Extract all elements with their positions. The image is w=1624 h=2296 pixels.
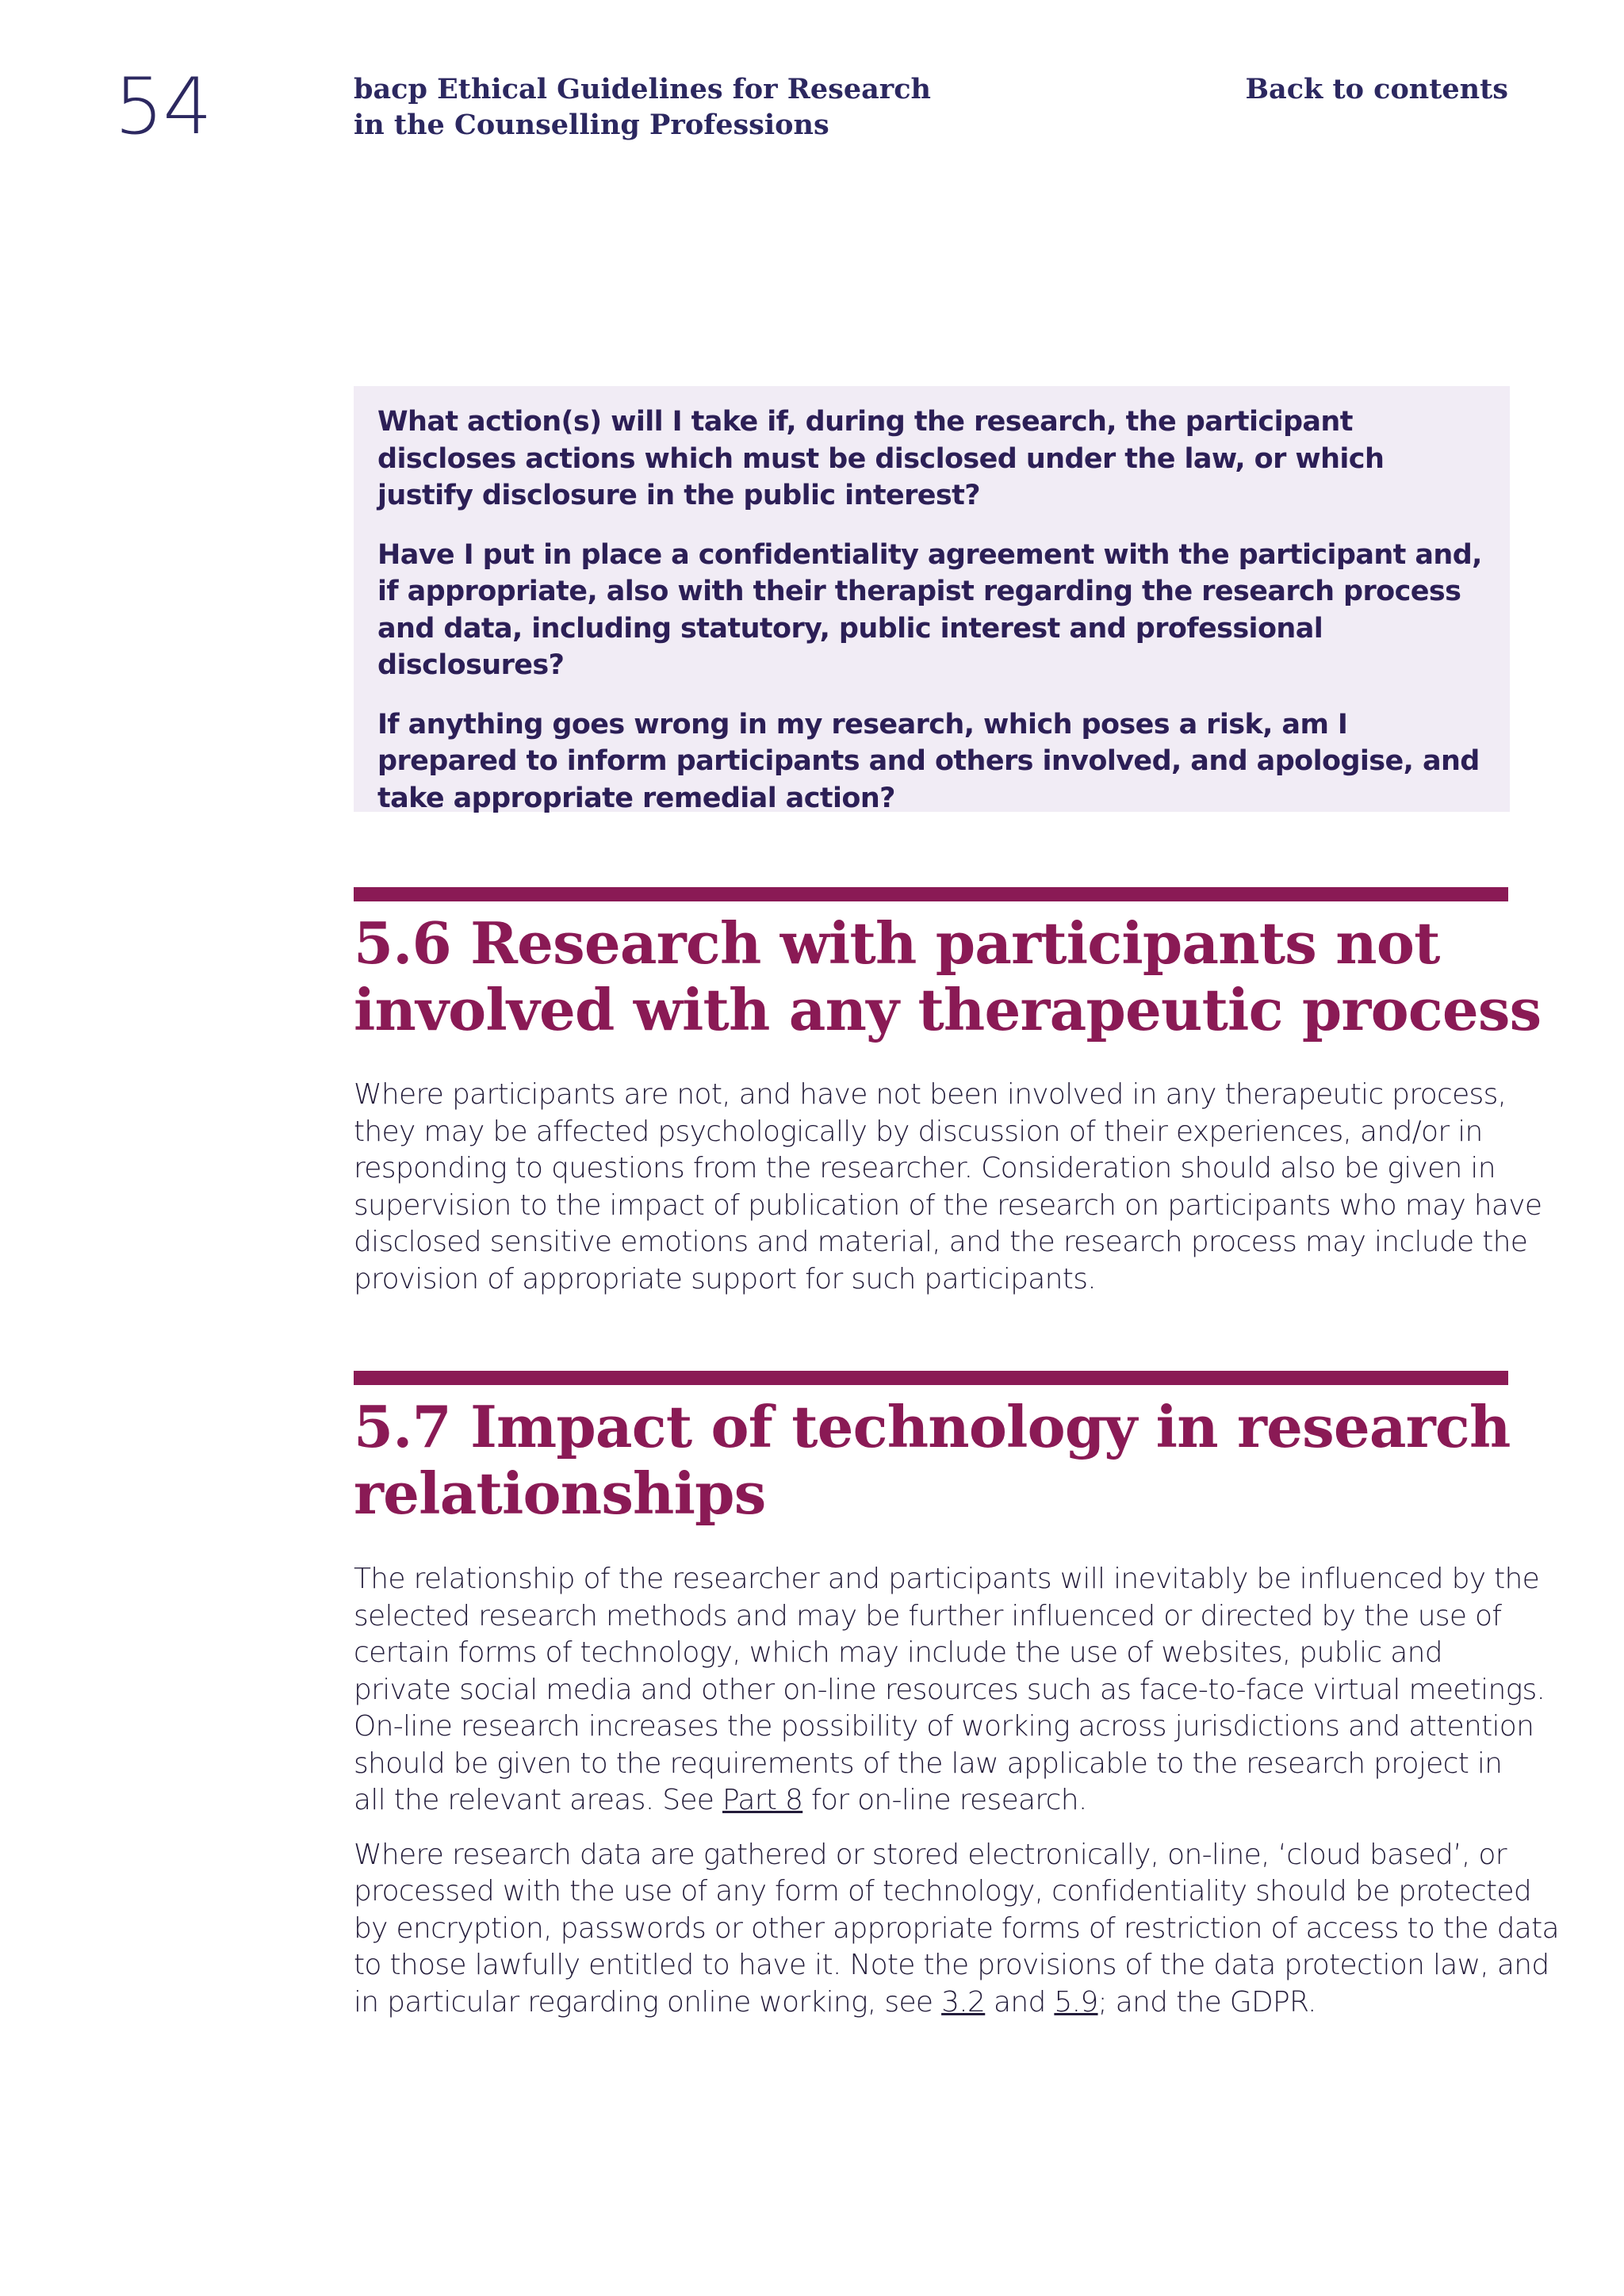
- section-5-7-body: [354, 1561, 1559, 2038]
- text-fragment: ; and the GDPR.: [1097, 1985, 1316, 2019]
- text-line: [354, 1984, 1511, 2022]
- section-5-6-paragraph: [354, 1077, 1542, 1298]
- document-title-line-2: in the Counselling Professions: [354, 109, 829, 141]
- text-line: should be given to the requirements of the law applicable to the research project in: [354, 1747, 1503, 1780]
- question-remedial-action: If anything goes wrong in my research, which poses a risk, am I prepared to inform participants and others involved, and apologise, and take appropriate remedial action?: [377, 708, 1480, 814]
- question-disclosure: What action(s) will I take if, during the research, the participant discloses actions which must be disclosed under the law, or which justify disclosure in the public interest?: [377, 406, 1385, 511]
- question-confidentiality-agreement: Have I put in place a confidentiality agreement with the participant and, if appropriate, also with their therapist regarding the research process and data, including statutory, public interest and professional disclosures?: [377, 538, 1482, 681]
- text-fragment: in particular regarding online working, see: [354, 1985, 942, 2019]
- section-5-9-link[interactable]: 5.9: [1054, 1985, 1098, 2019]
- section-5-6-heading-line-1: 5.6 Research with participants not: [354, 909, 1440, 977]
- text-line: Where research data are gathered or stored electronically, on-line, ‘cloud based’, or: [354, 1838, 1507, 1871]
- text-line: provision of appropriate support for such participants.: [354, 1262, 1096, 1295]
- text-line: processed with the use of any form of technology, confidentiality should be protected: [354, 1875, 1532, 1908]
- text-fragment: all the relevant areas. See: [354, 1784, 722, 1816]
- part-8-link[interactable]: Part 8: [722, 1784, 803, 1816]
- text-line: On-line research increases the possibility of working across jurisdictions and attention: [354, 1710, 1534, 1743]
- section-5-7-rule: [354, 1371, 1508, 1385]
- text-line: responding to questions from the researcher. Consideration should also be given in: [354, 1152, 1496, 1184]
- text-fragment: and: [985, 1985, 1055, 2019]
- text-line: selected research methods and may be further influenced or directed by the use of: [354, 1599, 1502, 1632]
- section-5-7-heading-line-1: 5.7 Impact of technology in research: [354, 1393, 1511, 1460]
- text-fragment: for on-line research.: [802, 1784, 1087, 1816]
- document-title: [354, 71, 931, 143]
- section-5-7-paragraph-2: [354, 1837, 1559, 2022]
- section-3-2-link[interactable]: 3.2: [941, 1985, 986, 2019]
- section-5-7-heading: [354, 1394, 1511, 1527]
- text-line: by encryption, passwords or other appropriate forms of restriction of access to the data: [354, 1911, 1559, 1945]
- text-line: The relationship of the researcher and participants will inevitably be influenced by the: [354, 1563, 1540, 1595]
- text-line: private social media and other on-line resources such as face-to-face virtual meetings.: [354, 1673, 1545, 1706]
- back-to-contents-link[interactable]: Back to contents: [1245, 73, 1508, 105]
- section-5-6-heading-line-2: involved with any therapeutic process: [354, 976, 1542, 1043]
- text-line: disclosed sensitive emotions and material, and the research process may include the: [354, 1226, 1528, 1258]
- section-5-7-paragraph-1: [354, 1561, 1545, 1820]
- document-title-line-1: bacp Ethical Guidelines for Research: [354, 73, 931, 105]
- text-line: to those lawfully entitled to have it. Note the provisions of the data protection law, and: [354, 1949, 1549, 1981]
- text-line: supervision to the impact of publication of the research on participants who may have: [354, 1188, 1542, 1222]
- section-5-6-heading: [354, 909, 1542, 1043]
- section-5-6-rule: [354, 887, 1508, 901]
- section-5-6-body: [354, 1077, 1542, 1315]
- page-number: 54: [114, 62, 212, 152]
- section-5-7-heading-line-2: relationships: [354, 1460, 766, 1527]
- text-line: Where participants are not, and have not been involved in any therapeutic process,: [354, 1078, 1507, 1111]
- text-line: [354, 1782, 1511, 1820]
- text-line: certain forms of technology, which may include the use of websites, public and: [354, 1636, 1442, 1669]
- reflection-questions-box: [354, 386, 1510, 812]
- text-line: they may be affected psychologically by discussion of their experiences, and/or in: [354, 1115, 1483, 1148]
